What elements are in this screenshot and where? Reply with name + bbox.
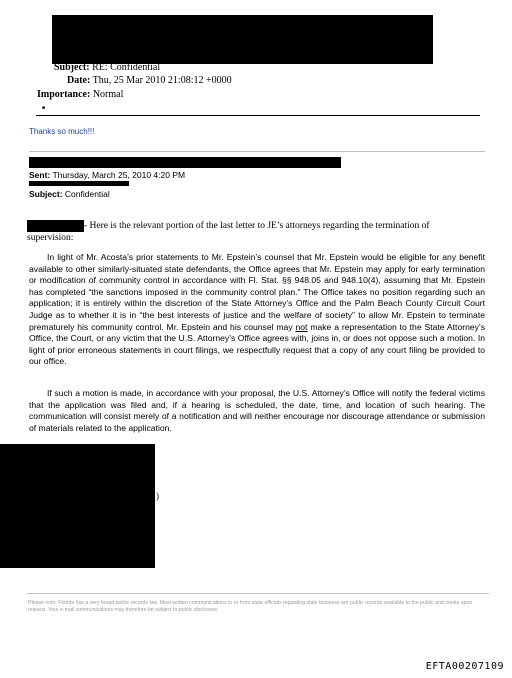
header-rule	[36, 115, 480, 116]
importance-value: Normal	[92, 89, 124, 100]
paragraph-1-part-b: make a representation to the State Attorney’s Office, the Court, or any victim that the U.S. Attorney’s Office agrees with, joins in, or does not oppose such a motion. In light of prior erroneous statements in court filings, we respectfully request that a copy of any court filing be provided to our office.	[29, 321, 485, 367]
stray-character: )	[156, 491, 159, 501]
date-label: Date:	[67, 75, 91, 86]
sent-value: Thursday, March 25, 2010 4:20 PM	[52, 170, 186, 180]
redaction-signature	[0, 444, 155, 568]
public-records-notice: Please note: Florida has a very broad public records law. Most written communications to or from state officials regarding state business are public records available to the public and media upon request. Your e-mail communications may therefore be subject to public disclosure.	[28, 600, 473, 613]
bullet-mark: ■	[42, 106, 46, 111]
letter-paragraph-2	[29, 388, 485, 434]
underlined-not: not	[295, 321, 308, 332]
importance-label: Importance:	[37, 89, 91, 100]
subject2-line	[29, 188, 110, 200]
intro-body: - Here is the relevant portion of the last letter to JE’s attorneys regarding the termination of supervision:	[27, 221, 430, 243]
sent-line	[29, 169, 185, 181]
paragraph-1-part-a: In light of Mr. Acosta’s prior statements to Mr. Epstein’s counsel that Mr. Epstein would be eligible for any benefit available to other similarly-situated state defendants, the Office agrees that Mr. Epstein may apply for early termination or modification of community control in accordance with Fl. Stat. §§ 948.05 and 948.10(4), assuming that Mr. Epstein has completed “the sanctions imposed in the community control plan.” The Office takes no position regarding such an application; it is entirely within the discretion of the State Attorney’s Office and the Palm Beach County Circuit Court Judge as to whether it is in “the best interests of justice and the welfare of society” to allow Mr. Epstein to terminate prematurely his community control. Mr. Epstein and his counsel may	[29, 252, 485, 332]
subject-value: RE: Confidential	[92, 62, 161, 73]
redaction-to	[29, 181, 129, 186]
bates-number: EFTA00207109	[425, 661, 504, 672]
paragraph-2-text: If such a motion is made, in accordance with your proposal, the U.S. Attorney’s Office will notify the federal victims that the application was filed and, if a hearing is scheduled, the date, time, and location of such hearing. The communication will consist merely of a notification and will neither encourage nor discourage attendance or submission of materials related to the application.	[29, 388, 485, 433]
subject2-label: Subject:	[29, 189, 63, 199]
intro-text	[27, 220, 447, 244]
footer-rule	[27, 593, 489, 594]
subject-line	[54, 62, 160, 74]
redaction-from	[29, 157, 341, 168]
sent-label: Sent:	[29, 170, 51, 180]
reply-divider	[29, 151, 485, 152]
date-value: Thu, 25 Mar 2010 21:08:12 +0000	[92, 75, 232, 86]
date-line	[67, 75, 232, 87]
importance-line	[37, 89, 123, 101]
redaction-top	[52, 15, 433, 64]
subject-label: Subject:	[54, 62, 90, 73]
reply-text: Thanks so much!!!	[29, 127, 95, 136]
subject2-value: Confidential	[64, 189, 110, 199]
letter-paragraph-1	[29, 252, 485, 368]
